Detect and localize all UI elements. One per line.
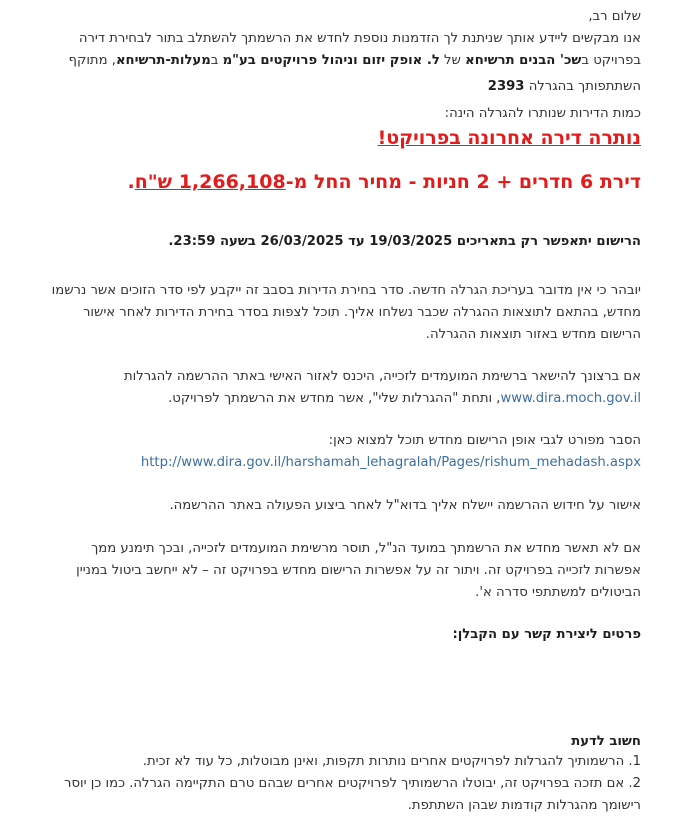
dira-site-link[interactable]: www.dira.moch.gov.il xyxy=(500,391,641,406)
important-item-2: 2. אם תזכה בפרויקט זה, יבוטלו הרשמותיך לפרויקטים אחרים שבהם טרם התקיימה הגרלה. כמו כן יוסר xyxy=(64,776,641,791)
rishum-mehadash-link[interactable]: http://www.dira.gov.il/harshamah_lehagralah/Pages/rishum_mehadash.aspx xyxy=(140,455,641,470)
price-value: 1,266,108 ש"ח xyxy=(134,171,286,193)
city-name: מעלות-תרשיחא xyxy=(115,53,211,68)
new-lottery-line-1: יובהר כי אין מדובר בעריכת הגרלה חדשה. סדר בחירת הדירות בסבב זה ייקבע לפי סדר הזוכים אשר נרשמו xyxy=(51,283,641,298)
apartments-intro: כמות הדירות שנותרו להגרלה הינה: xyxy=(444,106,641,121)
important-item-1: 1. הרשמותיך להגרלות לפרויקטים אחרים נותרות תקפות, ואינן מבוטלות, כל עוד לא זכית. xyxy=(142,754,641,769)
intro-line-1: אנו מבקשים ליידע אותך שניתנת לך הזדמנות נוספת לחדש את הרשמתך להשתלב בתור לבחירת דירה xyxy=(78,31,641,46)
greeting: שלום רב, xyxy=(588,9,641,24)
intro-line-2 xyxy=(30,52,641,70)
warning-line-3: הביטולים למשתתפי סדרה א'. xyxy=(475,585,641,600)
intro-line-3 xyxy=(30,78,641,96)
personal-area-line-2 xyxy=(30,390,641,408)
headline-price-text: דירת 6 חדרים + 2 חניות - מחיר החל מ- xyxy=(285,171,641,193)
headline-period: . xyxy=(127,171,135,193)
important-item-2-cont: רישומך מהגרלות קודמות שבהן השתתפת. xyxy=(407,798,641,813)
registration-period: הרישום יתאפשר רק בתאריכים 19/03/2025 עד 26/03/2025 בשעה 23:59. xyxy=(168,234,641,249)
important-heading: חשוב לדעת xyxy=(571,734,641,749)
intro-text-e: השתתפותך בהגרלה xyxy=(524,79,641,94)
headline-price xyxy=(30,168,641,196)
explanation-line: הסבר מפורט לגבי אופן הרישום מחדש תוכל למצוא כאן: xyxy=(328,433,641,448)
confirmation-note: אישור על חידוש ההרשמה יישלח אליך בדוא"ל לאחר ביצוע הפעולה באתר ההרשמה. xyxy=(169,498,641,513)
explanation-url-line xyxy=(30,454,641,472)
project-name: שכ' הבנים תרשיחא xyxy=(465,53,582,68)
new-lottery-line-3: הרישום מחדש באזור תוצאות ההגרלה. xyxy=(425,327,641,342)
company-name: ל. אופק יזום וניהול פרויקטים בע"מ xyxy=(222,53,440,68)
intro-text-a: בפרויקט ב xyxy=(581,53,641,68)
new-lottery-line-2: מחדש, בהתאם לתוצאות ההגרלה שכבר נשלחו אליך. תוכל לצפות בסדר בחירת הדירות לאחר אישור xyxy=(82,305,641,320)
lottery-number: 2393 xyxy=(487,79,525,94)
personal-area-line-1: אם ברצונך להישאר ברשימת המועמדים לזכייה, היכנס לאזור האישי באתר ההרשמה להגרלות xyxy=(123,369,641,384)
contact-heading: פרטים ליצירת קשר עם הקבלן: xyxy=(452,627,641,642)
intro-text-b: של xyxy=(439,53,466,68)
personal-area-text: , ותחת "ההגרלות שלי", אשר מחדש את הרשמתך לפרויקט. xyxy=(168,391,501,406)
intro-text-d: , מתוקף xyxy=(68,53,116,68)
warning-line-2: אפשרות לזכייה בפרויקט זה. ויתור זה על אפשרות הרישום מחדש בפרויקט זה – לא ייחשב ביטול במניין xyxy=(76,563,641,578)
intro-text-c: ב xyxy=(210,53,223,68)
headline-last-apartment: נותרה דירה אחרונה בפרויקט! xyxy=(377,127,641,149)
warning-line-1: אם לא תאשר מחדש את הרשמתך במועד הנ"ל, תוסר מרשימת המועמדים לזכייה, ובכך תימנע ממך xyxy=(91,541,641,556)
